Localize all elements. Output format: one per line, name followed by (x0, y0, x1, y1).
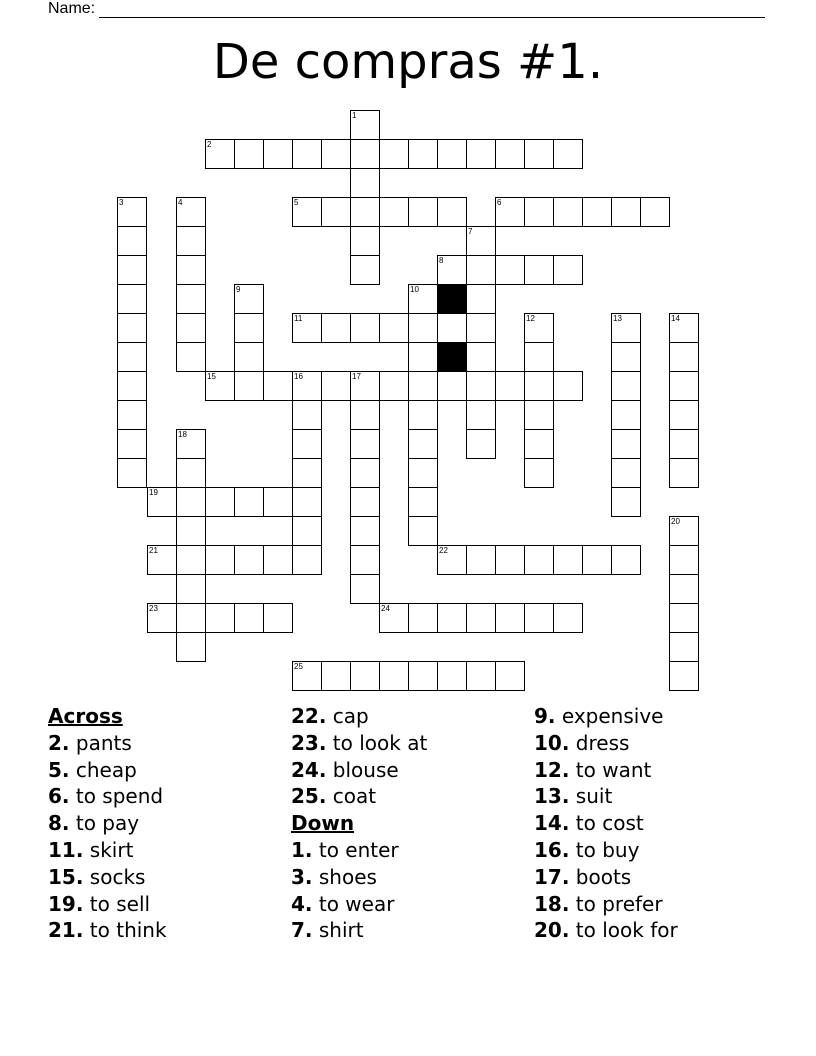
crossword-cell[interactable] (524, 197, 554, 227)
clue-number-label: 14 (671, 314, 680, 323)
crossword-cell[interactable] (437, 603, 467, 633)
crossword-cell[interactable] (350, 313, 380, 343)
crossword-cell[interactable] (466, 371, 496, 401)
crossword-cell[interactable] (292, 313, 322, 343)
crossword-cell[interactable] (350, 197, 380, 227)
crossword-cell[interactable] (350, 458, 380, 488)
name-label: Name: (48, 0, 96, 17)
clue-item (48, 810, 167, 837)
crossword-cell[interactable] (176, 313, 206, 343)
crossword-cell[interactable] (234, 487, 264, 517)
crossword-cell[interactable] (292, 487, 322, 517)
crossword-cell[interactable] (611, 429, 641, 459)
crossword-cell[interactable] (292, 429, 322, 459)
crossword-cell[interactable] (437, 545, 467, 575)
crossword-cell[interactable] (350, 110, 380, 140)
crossword-cell[interactable] (176, 487, 206, 517)
crossword-cell[interactable] (234, 603, 264, 633)
crossword-cell[interactable] (350, 661, 380, 691)
clue-text: cap (326, 704, 369, 728)
clue-number-label: 19 (149, 488, 158, 497)
crossword-cell[interactable] (147, 487, 177, 517)
crossword-cell[interactable] (292, 545, 322, 575)
crossword-cell[interactable] (408, 516, 438, 546)
clue-text: cheap (69, 757, 137, 782)
crossword-cell[interactable] (292, 371, 322, 401)
crossword-cell[interactable] (205, 371, 235, 401)
crossword-cell[interactable] (292, 400, 322, 430)
crossword-cell[interactable] (611, 400, 641, 430)
crossword-cell[interactable] (466, 342, 496, 372)
clue-number: 24. (291, 757, 327, 782)
crossword-cell[interactable] (408, 487, 438, 517)
crossword-cell[interactable] (147, 545, 177, 575)
crossword-cell[interactable] (379, 197, 409, 227)
clue-item (291, 917, 427, 944)
clue-number-label: 18 (178, 430, 187, 439)
crossword-cell[interactable] (379, 139, 409, 169)
crossword-cell[interactable] (408, 400, 438, 430)
clue-item (291, 757, 427, 784)
clue-text: expensive (555, 704, 664, 728)
clue-text: to wear (312, 891, 395, 916)
crossword-cell[interactable] (437, 139, 467, 169)
crossword-cell[interactable] (176, 458, 206, 488)
crossword-cell[interactable] (263, 487, 293, 517)
clue-number: 15. (48, 864, 84, 889)
crossword-cell[interactable] (350, 516, 380, 546)
clue-text: to pay (69, 811, 140, 836)
clue-number: 17. (534, 864, 570, 889)
crossword-cell[interactable] (437, 371, 467, 401)
clue-number-label: 16 (294, 372, 303, 381)
crossword-cell[interactable] (466, 545, 496, 575)
clue-item (291, 891, 427, 918)
clue-number: 22. (291, 704, 327, 728)
crossword-cell[interactable] (117, 255, 147, 285)
crossword-cell[interactable] (350, 574, 380, 604)
clue-number: 23. (291, 730, 327, 755)
crossword-cell[interactable] (408, 139, 438, 169)
clue-text: to want (569, 757, 652, 782)
crossword-cell[interactable] (495, 139, 525, 169)
clue-number-label: 11 (294, 314, 303, 323)
crossword-cell[interactable] (524, 603, 554, 633)
crossword-cell[interactable] (176, 284, 206, 314)
clue-text: to spend (69, 784, 164, 809)
crossword-cell[interactable] (117, 197, 147, 227)
clue-item (48, 891, 167, 918)
crossword-cell[interactable] (350, 429, 380, 459)
crossword-cell[interactable] (553, 197, 583, 227)
clue-text: to buy (569, 837, 640, 862)
crossword-cell[interactable] (466, 429, 496, 459)
crossword-cell[interactable] (466, 139, 496, 169)
crossword-cell[interactable] (263, 139, 293, 169)
crossword-cell[interactable] (524, 139, 554, 169)
clue-item (291, 783, 427, 810)
crossword-cell[interactable] (379, 371, 409, 401)
clue-number: 16. (534, 837, 570, 862)
clue-number: 18. (534, 891, 570, 916)
clue-item (291, 864, 427, 891)
clue-item (534, 837, 678, 864)
clue-text: dress (569, 730, 630, 755)
clue-number-label: 3 (119, 198, 124, 207)
crossword-cell[interactable] (117, 226, 147, 256)
crossword-cell[interactable] (495, 197, 525, 227)
clue-section-heading: Across (48, 704, 123, 728)
crossword-cell[interactable] (176, 603, 206, 633)
crossword-cell[interactable] (582, 545, 612, 575)
clue-number-label: 5 (294, 198, 299, 207)
crossword-cell[interactable] (379, 603, 409, 633)
clue-number: 25. (291, 784, 327, 809)
clue-item (291, 837, 427, 864)
clue-text: to sell (83, 891, 151, 916)
crossword-cell[interactable] (524, 429, 554, 459)
crossword-cell[interactable] (176, 429, 206, 459)
clue-item (48, 783, 167, 810)
clue-number: 5. (48, 757, 70, 782)
crossword-cell[interactable] (408, 197, 438, 227)
clue-number: 20. (534, 918, 570, 943)
crossword-cell[interactable] (582, 197, 612, 227)
crossword-cell[interactable] (292, 516, 322, 546)
crossword-cell[interactable] (408, 313, 438, 343)
clue-number: 19. (48, 891, 84, 916)
crossword-cell[interactable] (350, 168, 380, 198)
clue-number-label: 21 (149, 546, 158, 555)
clue-item (291, 730, 427, 757)
clue-item (534, 864, 678, 891)
crossword-cell[interactable] (234, 371, 264, 401)
crossword-cell[interactable] (553, 603, 583, 633)
crossword-cell[interactable] (669, 545, 699, 575)
clue-number: 13. (534, 784, 570, 809)
clue-number-label: 7 (468, 227, 473, 236)
crossword-cell[interactable] (437, 197, 467, 227)
clue-number: 11. (48, 837, 84, 862)
crossword-cell[interactable] (205, 603, 235, 633)
crossword-cell[interactable] (495, 371, 525, 401)
crossword-cell[interactable] (234, 342, 264, 372)
crossword-cell[interactable] (263, 545, 293, 575)
crossword-cell[interactable] (117, 458, 147, 488)
crossword-cell[interactable] (117, 313, 147, 343)
clue-number-label: 13 (613, 314, 622, 323)
crossword-cell[interactable] (408, 284, 438, 314)
crossword-cell[interactable] (524, 545, 554, 575)
clue-item (291, 703, 427, 730)
crossword-cell[interactable] (147, 603, 177, 633)
crossword-cell[interactable] (437, 661, 467, 691)
crossword-cell[interactable] (408, 458, 438, 488)
crossword-cell[interactable] (205, 487, 235, 517)
crossword-cell[interactable] (263, 371, 293, 401)
crossword-cell[interactable] (611, 313, 641, 343)
blocked-cell (437, 342, 467, 372)
crossword-cell[interactable] (117, 400, 147, 430)
crossword-cell[interactable] (205, 545, 235, 575)
clue-number-label: 6 (497, 198, 502, 207)
clue-number: 9. (534, 704, 556, 728)
crossword-cell[interactable] (524, 313, 554, 343)
crossword-cell[interactable] (466, 284, 496, 314)
crossword-cell[interactable] (176, 574, 206, 604)
crossword-cell[interactable] (669, 574, 699, 604)
clue-item (48, 757, 167, 784)
clue-number: 3. (291, 864, 313, 889)
clue-item (534, 917, 678, 944)
clue-number-label: 9 (236, 285, 241, 294)
clue-number: 1. (291, 837, 313, 862)
crossword-cell[interactable] (466, 313, 496, 343)
crossword-cell[interactable] (176, 255, 206, 285)
clue-number-label: 23 (149, 604, 158, 613)
clue-section-heading: Down (291, 811, 355, 836)
crossword-cell[interactable] (437, 313, 467, 343)
clue-text: to look at (326, 730, 428, 755)
crossword-cell[interactable] (524, 371, 554, 401)
clue-column-1 (48, 703, 167, 944)
crossword-cell[interactable] (234, 284, 264, 314)
clue-text: shoes (312, 864, 377, 889)
crossword-cell[interactable] (408, 342, 438, 372)
crossword-cell[interactable] (263, 603, 293, 633)
crossword-cell[interactable] (466, 400, 496, 430)
clue-number-label: 17 (352, 372, 361, 381)
crossword-cell[interactable] (321, 197, 351, 227)
crossword-cell[interactable] (611, 197, 641, 227)
clue-item (48, 864, 167, 891)
crossword-cell[interactable] (669, 400, 699, 430)
clue-number-label: 22 (439, 546, 448, 555)
crossword-cell[interactable] (205, 139, 235, 169)
crossword-cell[interactable] (321, 661, 351, 691)
clue-number: 2. (48, 730, 70, 755)
crossword-cell[interactable] (495, 545, 525, 575)
clue-item (534, 730, 678, 757)
clue-number-label: 1 (352, 111, 357, 120)
page-title: De compras #1. (212, 34, 604, 90)
clue-column-2 (291, 703, 427, 944)
clue-text: coat (326, 784, 377, 809)
clue-column-3 (534, 703, 678, 944)
crossword-cell[interactable] (176, 545, 206, 575)
crossword-cell[interactable] (234, 313, 264, 343)
clue-text: to look for (569, 918, 678, 943)
crossword-cell[interactable] (379, 661, 409, 691)
crossword-cell[interactable] (553, 371, 583, 401)
clue-text: skirt (83, 837, 134, 862)
crossword-cell[interactable] (669, 342, 699, 372)
clue-number: 7. (291, 918, 313, 943)
crossword-cell[interactable] (292, 458, 322, 488)
clue-text: pants (69, 730, 132, 755)
crossword-cell[interactable] (350, 139, 380, 169)
crossword-cell[interactable] (611, 458, 641, 488)
clue-number-label: 4 (178, 198, 183, 207)
crossword-cell[interactable] (350, 255, 380, 285)
crossword-cell[interactable] (117, 371, 147, 401)
clue-item (48, 917, 167, 944)
crossword-cell[interactable] (669, 661, 699, 691)
crossword-cell[interactable] (524, 342, 554, 372)
clue-text: boots (569, 864, 632, 889)
crossword-cell[interactable] (292, 661, 322, 691)
crossword-cell[interactable] (669, 429, 699, 459)
crossword-cell[interactable] (640, 197, 670, 227)
crossword-cell[interactable] (408, 661, 438, 691)
clue-item (534, 757, 678, 784)
clue-text: to think (83, 918, 167, 943)
clue-number: 4. (291, 891, 313, 916)
clue-item (534, 891, 678, 918)
crossword-cell[interactable] (350, 400, 380, 430)
crossword-cell[interactable] (524, 255, 554, 285)
crossword-cell[interactable] (466, 661, 496, 691)
crossword-cell[interactable] (292, 197, 322, 227)
crossword-cell[interactable] (176, 342, 206, 372)
clue-number-label: 2 (207, 140, 212, 149)
clue-text: suit (569, 784, 613, 809)
crossword-cell[interactable] (611, 342, 641, 372)
crossword-cell[interactable] (117, 284, 147, 314)
clue-item (534, 703, 678, 730)
crossword-cell[interactable] (553, 255, 583, 285)
crossword-cell[interactable] (117, 429, 147, 459)
crossword-cell[interactable] (611, 487, 641, 517)
clue-number-label: 8 (439, 256, 444, 265)
crossword-cell[interactable] (350, 487, 380, 517)
crossword-cell[interactable] (495, 661, 525, 691)
crossword-cell[interactable] (350, 545, 380, 575)
crossword-cell[interactable] (176, 632, 206, 662)
clue-number: 8. (48, 811, 70, 836)
crossword-cell[interactable] (669, 371, 699, 401)
crossword-cell[interactable] (408, 603, 438, 633)
clue-text: socks (83, 864, 146, 889)
crossword-cell[interactable] (234, 139, 264, 169)
crossword-cell[interactable] (611, 371, 641, 401)
crossword-cell[interactable] (234, 545, 264, 575)
clue-number: 21. (48, 918, 84, 943)
clue-text: to cost (569, 811, 644, 836)
clue-number-label: 10 (410, 285, 419, 294)
clue-text: to enter (312, 837, 399, 862)
clue-number-label: 25 (294, 662, 303, 671)
crossword-cell[interactable] (292, 139, 322, 169)
clue-number-label: 20 (671, 517, 680, 526)
crossword-cell[interactable] (466, 226, 496, 256)
crossword-cell[interactable] (350, 226, 380, 256)
crossword-cell[interactable] (669, 458, 699, 488)
crossword-cell[interactable] (466, 255, 496, 285)
crossword-cell[interactable] (553, 139, 583, 169)
crossword-cell[interactable] (408, 371, 438, 401)
crossword-cell[interactable] (495, 255, 525, 285)
crossword-cell[interactable] (350, 371, 380, 401)
clue-number-label: 24 (381, 604, 390, 613)
crossword-cell[interactable] (495, 603, 525, 633)
clue-number-label: 12 (526, 314, 535, 323)
crossword-cell[interactable] (466, 603, 496, 633)
crossword-cell[interactable] (669, 313, 699, 343)
clue-item (534, 783, 678, 810)
crossword-cell[interactable] (176, 226, 206, 256)
crossword-cell[interactable] (524, 458, 554, 488)
crossword-cell[interactable] (321, 313, 351, 343)
crossword-cell[interactable] (669, 632, 699, 662)
crossword-cell[interactable] (611, 545, 641, 575)
clue-number: 6. (48, 784, 70, 809)
clue-number: 12. (534, 757, 570, 782)
crossword-cell[interactable] (553, 545, 583, 575)
clue-number: 14. (534, 811, 570, 836)
crossword-cell[interactable] (669, 516, 699, 546)
crossword-cell[interactable] (321, 371, 351, 401)
crossword-cell[interactable] (524, 400, 554, 430)
crossword-cell[interactable] (669, 603, 699, 633)
crossword-cell[interactable] (176, 197, 206, 227)
crossword-cell[interactable] (437, 255, 467, 285)
clue-number: 10. (534, 730, 570, 755)
clue-item (48, 730, 167, 757)
clue-text: to prefer (569, 891, 663, 916)
clue-number-label: 15 (207, 372, 216, 381)
clue-text: shirt (312, 918, 364, 943)
crossword-cell[interactable] (408, 429, 438, 459)
blocked-cell (437, 284, 467, 314)
clue-item (48, 837, 167, 864)
clue-item (534, 810, 678, 837)
clue-text: blouse (326, 757, 399, 782)
crossword-cell[interactable] (117, 342, 147, 372)
crossword-cell[interactable] (321, 139, 351, 169)
crossword-cell[interactable] (176, 516, 206, 546)
crossword-cell[interactable] (379, 313, 409, 343)
